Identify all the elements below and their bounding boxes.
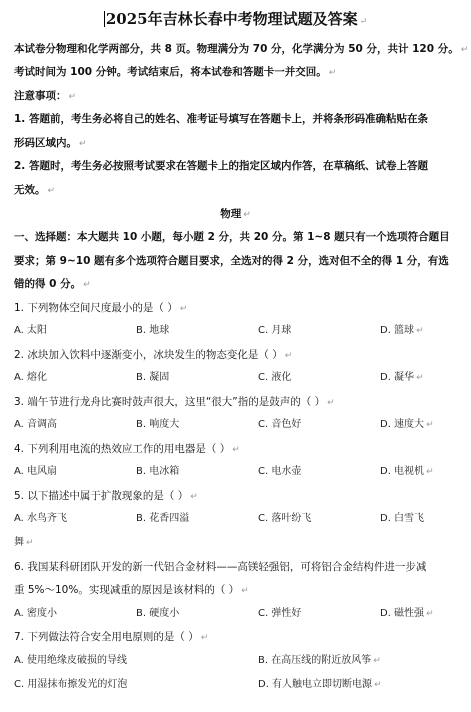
question-6-stem: 6. 我国某科研团队开发的新一代铝合金材料——高镁轻强铝，可将铝合金结构件进一步减 (14, 561, 427, 573)
paragraph-mark-icon: ↵ (416, 373, 424, 383)
question-7-option-d: D. 有人触电立即切断电源 ↵ (258, 679, 382, 690)
question-2-option-b: B. 凝固 (136, 372, 170, 383)
question-2-option-d: D. 凝华 ↵ (380, 372, 424, 383)
question-2-stem: 2. 冰块加入饮料中逐渐变小，冰块发生的物态变化是（ ） ↵ (14, 349, 293, 361)
paragraph-mark-icon: ↵ (284, 351, 293, 361)
question-2-option-a: A. 熔化 (14, 372, 48, 383)
question-3-stem: 3. 端午节进行龙舟比赛时鼓声很大，这里“很大”指的是鼓声的（ ） ↵ (14, 396, 335, 408)
paragraph-mark-icon: ↵ (47, 186, 56, 196)
question-4-stem: 4. 下列利用电流的热效应工作的用电器是（ ） ↵ (14, 443, 240, 455)
question-7-option-c: C. 用湿抹布擦发光的灯泡 (14, 679, 128, 690)
paragraph-mark-icon: ↵ (374, 680, 382, 690)
question-1-option-b: B. 地球 (136, 325, 170, 336)
question-6-option-a: A. 密度小 (14, 608, 58, 619)
paragraph-mark-icon: ↵ (426, 420, 434, 430)
paragraph-mark-icon: ↵ (426, 609, 434, 619)
paragraph-mark-icon: ↵ (232, 445, 240, 455)
question-1-stem: 1. 下列物体空间尺度最小的是（ ） ↵ (14, 302, 188, 314)
question-4-option-a: A. 电风扇 (14, 466, 58, 477)
paragraph-mark-icon: ↵ (68, 92, 77, 102)
question-4-option-b: B. 电冰箱 (136, 466, 180, 477)
question-2-option-c: C. 液化 (258, 372, 292, 383)
note-line-4: 无效。 ↵ (14, 184, 56, 196)
notes-heading: 注意事项： ↵ (14, 90, 77, 102)
paragraph-mark-icon: ↵ (200, 633, 209, 643)
paragraph-mark-icon: ↵ (373, 656, 381, 666)
paragraph-mark-icon: ↵ (83, 280, 91, 290)
paragraph-mark-icon: ↵ (79, 139, 87, 149)
question-3-option-c: C. 音色好 (258, 419, 302, 430)
question-6-option-c: C. 弹性好 (258, 608, 302, 619)
question-5-option-a: A. 水鸟齐飞 (14, 513, 68, 524)
part1-line-1: 一、选择题：本大题共 10 小题，每小题 2 分，共 20 分。第 1~8 题只有一个选项符合题目 (14, 231, 450, 243)
paragraph-mark-icon: ↵ (243, 210, 251, 220)
part1-line-3: 错的得 0 分。 ↵ (14, 278, 91, 290)
paragraph-mark-icon: ↵ (328, 68, 337, 78)
paragraph-mark-icon: ↵ (460, 45, 469, 55)
question-1-option-a: A. 太阳 (14, 325, 48, 336)
intro-line-1: 本试卷分物理和化学两部分，共 8 页。物理满分为 70 分，化学满分为 50 分，共计 120 分。 ↵ (14, 43, 469, 55)
question-7-stem: 7. 下列做法符合安全用电原则的是（ ） ↵ (14, 631, 209, 643)
question-5-option-c: C. 落叶纷飞 (258, 513, 312, 524)
question-5-stem: 5. 以下描述中属于扩散现象的是（ ） ↵ (14, 490, 198, 502)
note-line-1: 1. 答题前，考生务必将自己的姓名、准考证号填写在答题卡上，并将条形码准确粘贴在条 (14, 113, 428, 125)
paragraph-mark-icon: ↵ (26, 538, 34, 548)
question-1-option-c: C. 月球 (258, 325, 292, 336)
paragraph-mark-icon: ↵ (241, 586, 249, 596)
question-4-option-c: C. 电水壶 (258, 466, 302, 477)
question-4-option-d: D. 电视机 ↵ (380, 466, 434, 477)
question-6-option-d: D. 磁性强 ↵ (380, 608, 434, 619)
question-3-option-a: A. 音调高 (14, 419, 58, 430)
question-1-option-d: D. 篮球 ↵ (380, 325, 424, 336)
paragraph-mark-icon: ↵ (359, 17, 368, 27)
question-7-option-b: B. 在高压线的附近放风筝 ↵ (258, 655, 381, 666)
intro-line-2: 考试时间为 100 分钟。考试结束后，将本试卷和答题卡一并交回。 ↵ (14, 66, 337, 78)
question-5-option-d: D. 白雪飞 (380, 513, 425, 524)
question-6-option-b: B. 硬度小 (136, 608, 180, 619)
question-7-option-a: A. 使用绝缘皮破损的导线 (14, 655, 128, 666)
question-5-option-b: B. 花香四溢 (136, 513, 190, 524)
section-title: 物理 ↵ (220, 208, 251, 220)
paragraph-mark-icon: ↵ (426, 467, 434, 477)
question-3-option-d: D. 速度大 ↵ (380, 419, 434, 430)
paragraph-mark-icon: ↵ (190, 492, 198, 502)
question-5-option-d-wrap: 舞 ↵ (14, 537, 34, 548)
note-line-2: 形码区域内。 ↵ (14, 137, 87, 149)
document-title: 2025年吉林长春中考物理试题及答案 ↵ (105, 10, 368, 28)
paragraph-mark-icon: ↵ (179, 304, 188, 314)
paragraph-mark-icon: ↵ (327, 398, 335, 408)
question-6-stem-continued: 重 5%～10%。实现减重的原因是该材料的（ ） ↵ (14, 584, 249, 596)
text-cursor (104, 11, 105, 27)
paragraph-mark-icon: ↵ (416, 326, 424, 336)
note-line-3: 2. 答题时，考生务必按照考试要求在答题卡上的指定区域内作答，在草稿纸、试卷上答题 (14, 160, 428, 172)
question-3-option-b: B. 响度大 (136, 419, 180, 430)
part1-line-2: 要求；第 9~10 题有多个选项符合题目要求，全选对的得 2 分，选对但不全的得 1 分，有选 (14, 255, 449, 267)
